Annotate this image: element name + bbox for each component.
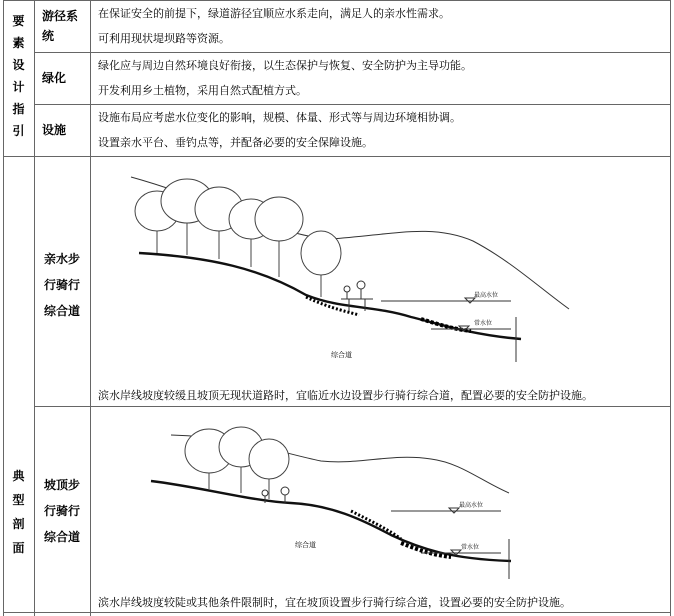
guide-header-char: 计 — [12, 80, 25, 94]
guide-header-char: 素 — [12, 36, 25, 50]
row-text-line: 开发利用乡土植物，采用自然式配植方式。 — [98, 84, 307, 97]
path-label: 综合道 — [331, 351, 352, 359]
max-water-label: 最高水位 — [459, 502, 484, 509]
max-water-label: 最高水位 — [474, 292, 499, 299]
section-label-line: 行骑行 — [44, 504, 81, 518]
guide-header-char: 设 — [12, 58, 25, 72]
typical-header-char: 面 — [12, 541, 25, 555]
shore-plants — [401, 543, 451, 557]
section-label-line: 亲水步 — [44, 252, 81, 266]
row-text-line: 设置亲水平台、垂钓点等，并配备必要的安全保障设施。 — [98, 136, 373, 149]
row-text-line: 设施布局应考虑水位变化的影响，规模、体量、形式等与周边环境相协调。 — [98, 111, 461, 124]
section-label-slope-top-path — [44, 472, 80, 550]
tree-group — [135, 179, 341, 275]
row-label-line: 设施 — [42, 123, 67, 137]
table-border-bottom — [3, 612, 671, 613]
typical-header-char: 剖 — [12, 517, 25, 531]
table-border-right — [670, 0, 671, 616]
normal-water-label: 常水位 — [474, 320, 493, 327]
row-text-line: 在保证安全的前提下，绿道游径宜顺应水系走向，满足人的亲水性需求。 — [98, 7, 450, 20]
row-text-greening — [98, 53, 472, 103]
row-label-line: 游径系 — [42, 9, 79, 23]
row-label-greening — [42, 68, 66, 88]
typical-section-header — [3, 464, 34, 560]
cross-section-drawing-slope-top — [91, 407, 670, 587]
row-text-line: 可利用现状堤坝路等资源。 — [98, 32, 230, 45]
guide-header-char: 要 — [12, 14, 25, 28]
tree-group — [185, 427, 289, 479]
guide-header-char: 引 — [12, 124, 25, 138]
caption-slope-top-path: 滨水岸线坡度较陡或其他条件限制时，宜在坡顶设置步行骑行综合道，设置必要的安全防护设施。 — [98, 596, 571, 609]
normal-water-label: 常水位 — [461, 544, 480, 551]
row-label-trail-system — [42, 6, 78, 46]
typical-header-char: 型 — [12, 493, 25, 507]
section-label-line: 行骑行 — [44, 278, 81, 292]
section-label-line: 综合道 — [44, 304, 81, 318]
path-label: 综合道 — [295, 541, 316, 549]
table-divider-col1 — [34, 0, 35, 616]
row-label-facilities — [42, 120, 66, 140]
guide-header — [3, 10, 34, 142]
row-label-line: 绿化 — [42, 71, 67, 85]
slope-revetment — [351, 511, 401, 539]
typical-header-char: 典 — [12, 469, 25, 483]
row-text-trail-system — [98, 1, 450, 51]
cross-section-drawing-waterside — [91, 157, 670, 385]
section-label-waterside-path — [44, 246, 80, 324]
row-text-line: 绿化应与周边自然环境良好衔接，以生态保护与恢复、安全防护为主导功能。 — [98, 59, 472, 72]
section-label-line: 坡顶步 — [44, 478, 81, 492]
row-text-facilities — [98, 105, 461, 155]
section-label-line: 综合道 — [44, 530, 81, 544]
row-label-line: 统 — [42, 29, 55, 43]
guide-header-char: 指 — [12, 102, 25, 116]
ground-slope — [151, 481, 511, 561]
caption-waterside-path: 滨水岸线坡度较缓且坡顶无现状道路时，宜临近水边设置步行骑行综合道，配置必要的安全防护设施。 — [98, 389, 593, 402]
